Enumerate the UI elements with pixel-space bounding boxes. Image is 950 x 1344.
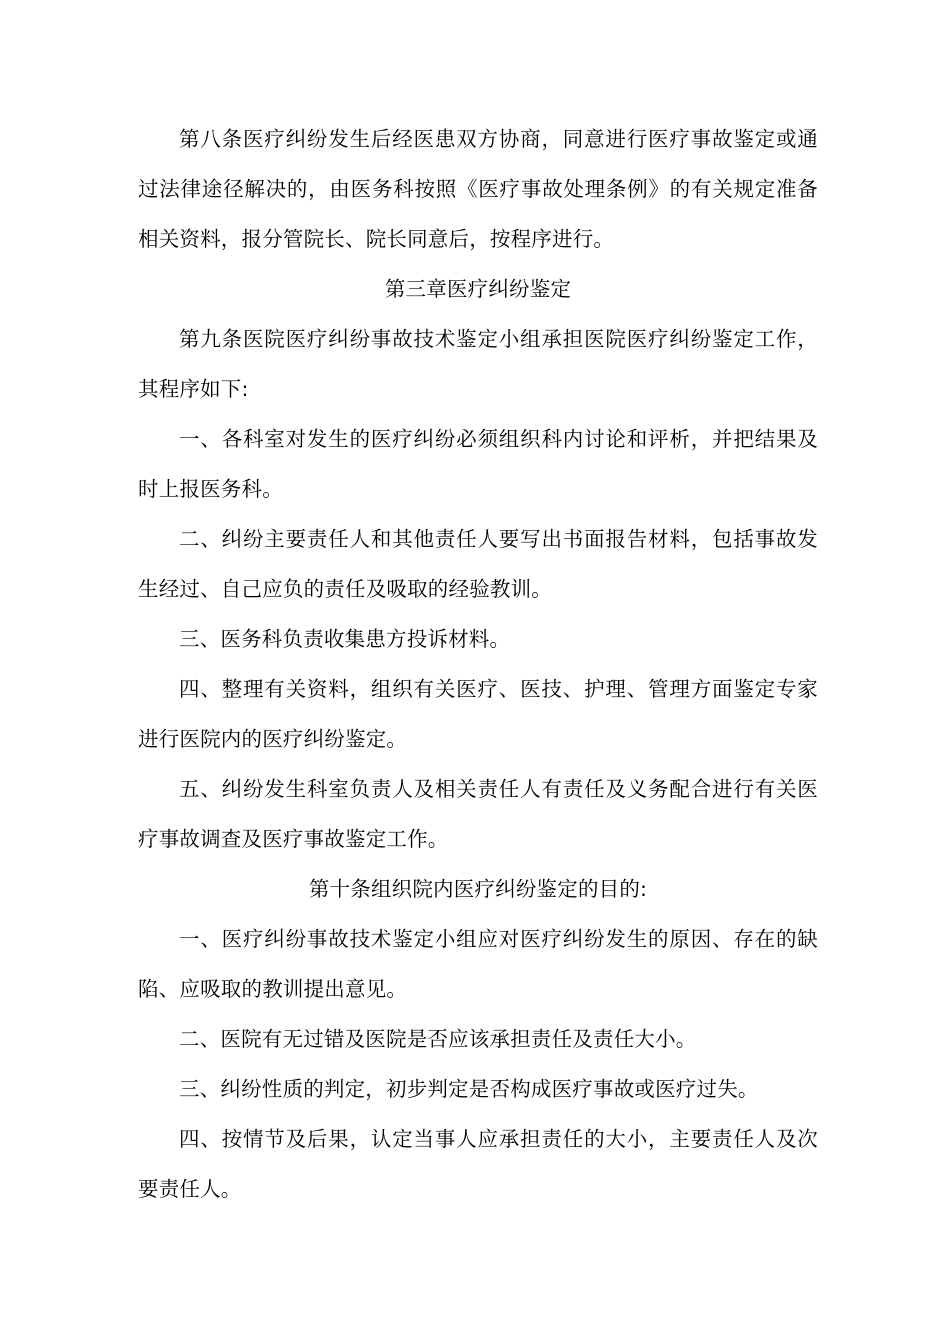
article-9-item-4: 四、整理有关资料，组织有关医疗、医技、护理、管理方面鉴定专家进行医院内的医疗纠纷鉴定。 [138,677,818,751]
article-10-item-1: 一、医疗纠纷事故技术鉴定小组应对医疗纠纷发生的原因、存在的缺陷、应吸取的教训提出意见。 [138,927,818,1001]
article-9-paragraph: 第九条医院医疗纠纷事故技术鉴定小组承担医院医疗纠纷鉴定工作，其程序如下: [138,327,818,401]
document-body [138,114,818,1214]
article-10-item-4: 四、按情节及后果，认定当事人应承担责任的大小，主要责任人及次要责任人。 [138,1127,818,1201]
article-10-item-2: 二、医院有无过错及医院是否应该承担责任及责任大小。 [179,1027,697,1051]
article-9-item-3: 三、医务科负责收集患方投诉材料。 [179,627,511,651]
chapter-3-heading: 第三章医疗纠纷鉴定 [384,277,572,301]
article-10-item-3: 三、纠纷性质的判定，初步判定是否构成医疗事故或医疗过失。 [179,1077,759,1101]
article-9-item-2: 二、纠纷主要责任人和其他责任人要写出书面报告材料，包括事故发生经过、自己应负的责任及吸取的经验教训。 [138,527,818,601]
article-8-paragraph: 第八条医疗纠纷发生后经医患双方协商，同意进行医疗事故鉴定或通过法律途径解决的，由医务科按照《医疗事故处理条例》的有关规定准备相关资料，报分管院长、院长同意后，按程序进行。 [138,127,818,251]
article-10-heading: 第十条组织院内医疗纠纷鉴定的目的: [308,877,648,901]
article-9-item-1: 一、各科室对发生的医疗纠纷必须组织科内讨论和评析，并把结果及时上报医务科。 [138,427,818,501]
article-9-item-5: 五、纠纷发生科室负责人及相关责任人有责任及义务配合进行有关医疗事故调查及医疗事故鉴定工作。 [138,777,818,851]
